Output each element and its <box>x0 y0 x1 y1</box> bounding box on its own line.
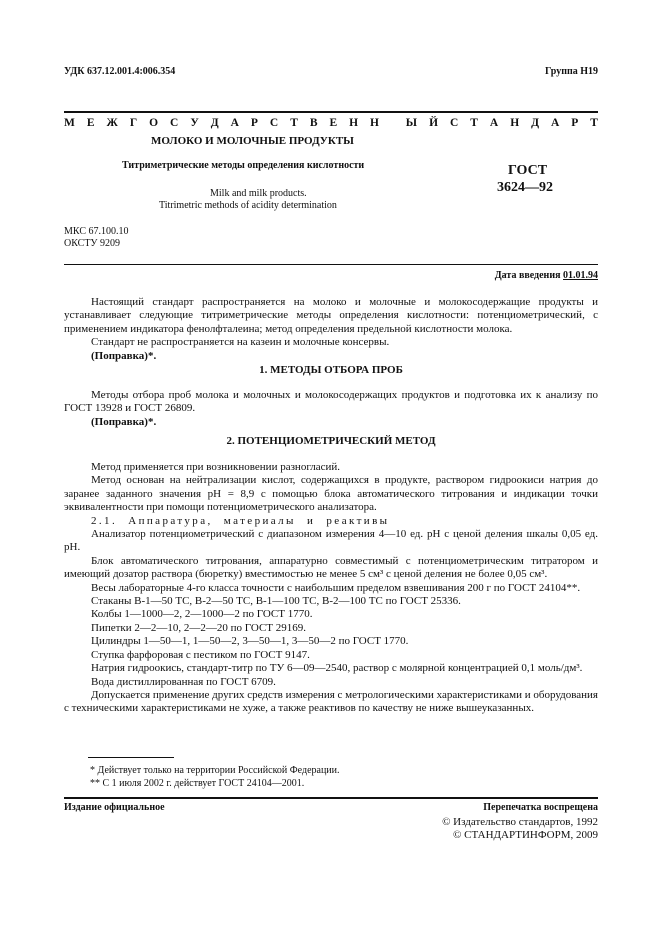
footnote-rule <box>88 757 174 758</box>
section-1-paragraph-1: Методы отбора проб молока и молочных и молокосодержащих продуктов и подготовка их к анализу по ГОСТ 13928 и ГОСТ 26809. <box>64 389 598 415</box>
banner-letter: А <box>551 117 560 129</box>
copyright-1992: © Издательство стандартов, 1992 <box>442 816 598 828</box>
udk-code: УДК 637.12.001.4:006.354 <box>64 66 176 77</box>
banner-letter: М <box>64 117 75 129</box>
document-title: МОЛОКО И МОЛОЧНЫЕ ПРОДУКТЫ <box>151 135 354 147</box>
official-edition: Издание официальное <box>64 802 165 813</box>
intro-paragraph-1: Настоящий стандарт распространяется на молоко и молочные и молокосодержащие продукты и устанавливает следующие титриметрические методы определения кислотности: потенциометрический, с применением индикатора фенолфталеина; метод определения предельной кислотности молока. <box>64 296 598 335</box>
banner-letter: Т <box>290 117 298 129</box>
intro-correction: (Поправка)*. <box>91 349 157 362</box>
group-code: Группа Н19 <box>545 66 598 77</box>
banner-letter: Е <box>86 117 95 129</box>
banner-letter: О <box>149 117 159 129</box>
section-2-sodium-hydroxide: Натрия гидроокись, стандарт-титр по ТУ 6—09—2540, раствор с молярной концентрацией 0,1 моль/дм³. <box>91 662 583 675</box>
section-1-block <box>64 389 598 429</box>
banner-letter: У <box>190 117 199 129</box>
section-2-alternatives: Допускается применение других средств измерения с метрологическими характеристиками и оборудования с техническими характеристиками не хуже, а также реактивов по качеству не ниже вышеуказанных. <box>64 688 598 715</box>
banner-letter: Т <box>470 117 478 129</box>
footnote-2: ** С 1 июля 2002 г. действует ГОСТ 24104—2001. <box>90 778 305 789</box>
banner-letter: Й <box>429 117 439 129</box>
introduction-date-value: 01.01.94 <box>563 270 598 281</box>
banner-letter: Н <box>370 117 379 129</box>
banner-letter: Р <box>571 117 579 129</box>
section-2-1-title: 2.1. Аппаратура, материалы и реактивы <box>91 514 390 527</box>
banner-letter: Н <box>510 117 520 129</box>
introduction-date-label: Дата введения <box>494 270 561 281</box>
section-2-paragraph-1: Метод применяется при возникновении разногласий. <box>91 461 341 473</box>
title-block-rule <box>64 264 598 265</box>
section-2-mortar: Ступка фарфоровая с пестиком по ГОСТ 9147. <box>91 648 310 661</box>
banner-letter: Ы <box>405 117 418 129</box>
banner-letter: Д <box>210 117 219 129</box>
english-title-line2: Titrimetric methods of acidity determination <box>159 200 337 211</box>
interstate-standard-text <box>64 117 598 129</box>
gost-number: 3624—92 <box>497 180 553 195</box>
section-2-analyzer: Анализатор потенциометрический с диапазоном измерения 4—10 ед. pH с ценой деления шкалы 0,05 ед. pH. <box>64 528 598 554</box>
banner-letter: С <box>170 117 179 129</box>
section-2-pipettes: Пипетки 2—2—10, 2—2—20 по ГОСТ 29169. <box>91 621 306 634</box>
banner-letter: А <box>230 117 239 129</box>
reprint-prohibited: Перепечатка воспрещена <box>483 802 598 813</box>
footer-rule <box>64 797 598 799</box>
banner-letter: Т <box>590 117 598 129</box>
banner-letter: В <box>309 117 318 129</box>
banner-letter: Е <box>329 117 338 129</box>
intro-paragraph-2: Стандарт не распространяется на казеин и молочные консервы. <box>91 336 390 349</box>
introduction-date <box>495 270 598 282</box>
intro-block <box>64 296 598 363</box>
section-2-titration-block: Блок автоматического титрования, аппаратурно совместимый с потенциометрическим титратором и имеющий дозатор раствора (бюретку) вместимостью не менее 5 см³ с ценой деления не более 0,05 см³. <box>64 554 598 581</box>
banner-letter: Р <box>250 117 258 129</box>
banner-letter: А <box>489 117 499 129</box>
mks-code: МКС 67.100.10 <box>64 226 129 237</box>
english-title-line1: Milk and milk products. <box>210 188 307 199</box>
section-2-flasks: Колбы 1—1000—2, 2—1000—2 по ГОСТ 1770. <box>91 608 313 621</box>
banner-letter: Д <box>531 117 540 129</box>
section-1-correction: (Поправка)*. <box>91 415 157 428</box>
banner-letter: Ж <box>106 117 118 129</box>
footnote-1: * Действует только на территории Российской Федерации. <box>90 765 340 776</box>
header-rule <box>64 111 598 113</box>
section-2-distilled-water: Вода дистиллированная по ГОСТ 6709. <box>91 675 276 688</box>
copyright-2009: © СТАНДАРТИНФОРМ, 2009 <box>453 829 598 841</box>
banner-letter: С <box>269 117 279 129</box>
section-2-heading: 2. ПОТЕНЦИОМЕТРИЧЕСКИЙ МЕТОД <box>226 435 436 447</box>
section-1-heading: 1. МЕТОДЫ ОТБОРА ПРОБ <box>259 364 403 376</box>
section-2-cylinders: Цилиндры 1—50—1, 1—50—2, 3—50—1, 3—50—2 по ГОСТ 1770. <box>91 635 409 648</box>
banner-letter: Г <box>129 117 138 129</box>
section-2-paragraph-2: Метод основан на нейтрализации кислот, содержащихся в продукте, раствором гидроокиси натрия до заранее заданного значения pH = 8,9 с помощью блока автоматического титрования и индикации точки эквивалентности при помощи потенциометрического анализатора. <box>64 474 598 514</box>
document-subtitle: Титриметрические методы определения кислотности <box>122 160 365 171</box>
okstu-code: ОКСТУ 9209 <box>64 238 121 249</box>
banner-letter: Н <box>349 117 359 129</box>
banner-gap <box>391 117 394 129</box>
section-2-block <box>64 461 598 716</box>
section-2-scales: Весы лабораторные 4-го класса точности с наибольшим пределом взвешивания 200 г по ГОСТ 24104**. <box>91 581 581 594</box>
section-2-beakers: Стаканы В-1—50 ТС, В-2—50 ТС, В-1—100 ТС, В-2—100 ТС по ГОСТ 25336. <box>91 595 461 608</box>
gost-label: ГОСТ <box>508 163 548 178</box>
banner-letter: С <box>449 117 459 129</box>
